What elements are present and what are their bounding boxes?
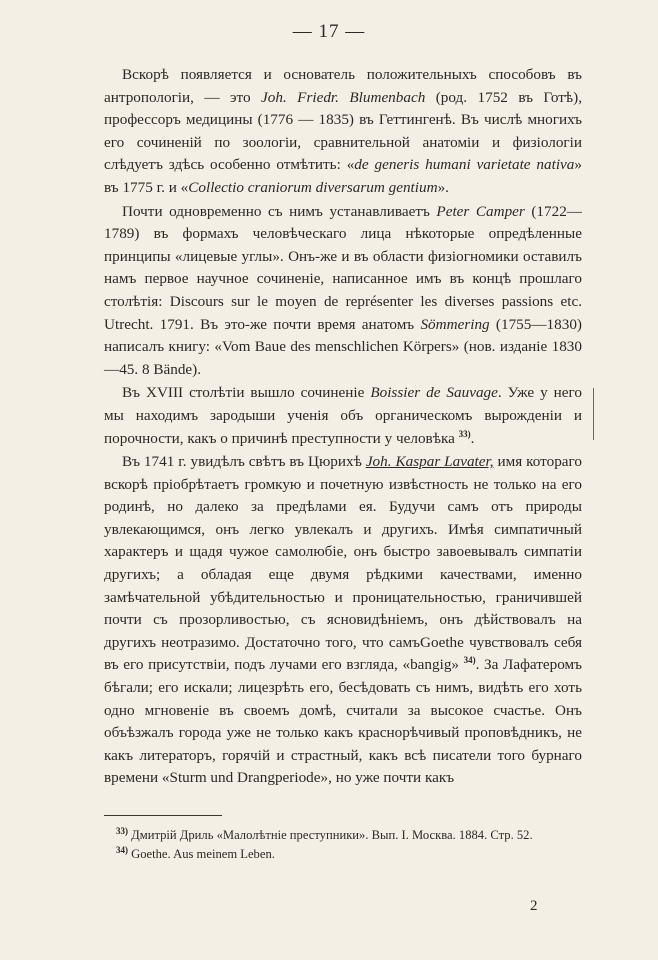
footnote-ref: 34) xyxy=(463,655,476,666)
italic-run: Peter Camper xyxy=(436,202,525,220)
paragraph xyxy=(104,382,582,450)
paragraph xyxy=(104,451,582,790)
italic-run: de generis humani varietate nativa xyxy=(354,156,575,174)
body-text xyxy=(104,64,582,791)
text-run: Въ XVIII столѣтіи вышло сочиненіе xyxy=(122,384,371,402)
footnotes xyxy=(104,826,582,864)
text-run: имя котораго вскорѣ пріобрѣтаетъ громкую и почетную извѣстность не только на его родинѣ, но далеко за предѣлами ея. Будучи самъ отъ природы увлекающимся, онъ легко увлекалъ и другихъ. Имѣя симпатичный характеръ и щадя чужое самолюбіе, онъ быстро завоевывалъ симпатіи другихъ; а обладая еще двумя рѣдкими качествами, именно замѣчательной убѣдительностью и проницательностью, граничившей почти съ прозорливостью, съ ясновидѣніемъ, онъ дѣйствовалъ на другихъ неотразимо. Достаточно того, что самъGoethe чувствовалъ себя въ его присутствіи, подъ лучами его взгляда, «bangig» xyxy=(104,453,582,674)
footnote-marker: 33) xyxy=(116,825,128,836)
footnote xyxy=(104,845,582,864)
text-run: » въ 1775 г. и « xyxy=(104,156,582,196)
footnote-text: Goethe. Aus meinem Leben. xyxy=(128,847,275,861)
text-run: . Уже у него мы находимъ зародыши ученія объ органическомъ вырожденіи и порочности, какъ о причинѣ преступности у человѣка xyxy=(104,384,582,447)
italic-run: Boissier de Sauvage xyxy=(370,384,498,402)
italic-run: Sömmering xyxy=(420,315,490,333)
italic-run: Collectio craniorum diversarum gentium xyxy=(188,178,438,196)
page-number: — 17 — xyxy=(292,21,366,42)
text-run: (1755—1830) написалъ книгу: «Vom Baue des menschlichen Körpers» (нов. изданіе 1830—45. 8 Bände). xyxy=(104,315,582,378)
paragraph xyxy=(104,64,582,200)
footnote-marker: 34) xyxy=(116,844,128,855)
text-run: Почти одновременно съ нимъ устанавливаетъ xyxy=(122,202,437,220)
text-run: Вскорѣ появляется и основатель положительныхъ способовъ въ антропологіи, — это xyxy=(104,66,582,106)
footnote xyxy=(104,826,582,845)
footnote-rule xyxy=(104,815,222,816)
text-run: . xyxy=(470,429,475,447)
text-run: (род. 1752 въ Готѣ), профессоръ медицины (1776 — 1835) въ Геттингенѣ. Въ числѣ многихъ его сочиненій по зоологіи, сравнительной анатоміи и физіологіи слѣдуетъ здѣсь особенно отмѣтить: « xyxy=(104,88,583,174)
italic-run: Joh. Kaspar Lavater, xyxy=(365,453,494,471)
footnote-text: Дмитрій Дриль «Малолѣтніе преступники». Вып. I. Москва. 1884. Стр. 52. xyxy=(128,828,533,842)
margin-mark xyxy=(593,388,594,440)
text-run: (1722—1789) въ формахъ человѣческаго лица нѣкоторые опредѣленные принципы «лицевые углы». Онъ-же и въ области физіогномики оставилъ намъ первое научное сочиненіе, написанное имъ въ концѣ прошлаго столѣтія: Discours sur le moyen de représenter les diverses passions etc. Utrecht. 1791. Въ это-же почти время анатомъ xyxy=(104,202,582,333)
footnote-ref: 33) xyxy=(458,428,471,439)
text-run: Въ 1741 г. увидѣлъ свѣтъ въ Цюрихѣ xyxy=(122,453,366,471)
text-run: . За Лафатеромъ бѣгали; его искали; лицезрѣть его, бесѣдовать съ нимъ, видѣть его хоть одно мгновеніе въ своемъ домѣ, считали за высокое счастье. Онъ объѣзжалъ города уже не только какъ краснорѣчивый проповѣдникъ, не какъ литераторъ, горячій и страстный, какъ всѣ писатели того бурнаго времени «Sturm und Drangperiode», но уже почти какъ xyxy=(104,656,583,787)
printer-signature: 2 xyxy=(530,898,538,914)
italic-run: Joh. Friedr. Blumenbach xyxy=(261,88,426,106)
paragraph xyxy=(104,201,582,382)
text-run: ». xyxy=(437,178,449,196)
